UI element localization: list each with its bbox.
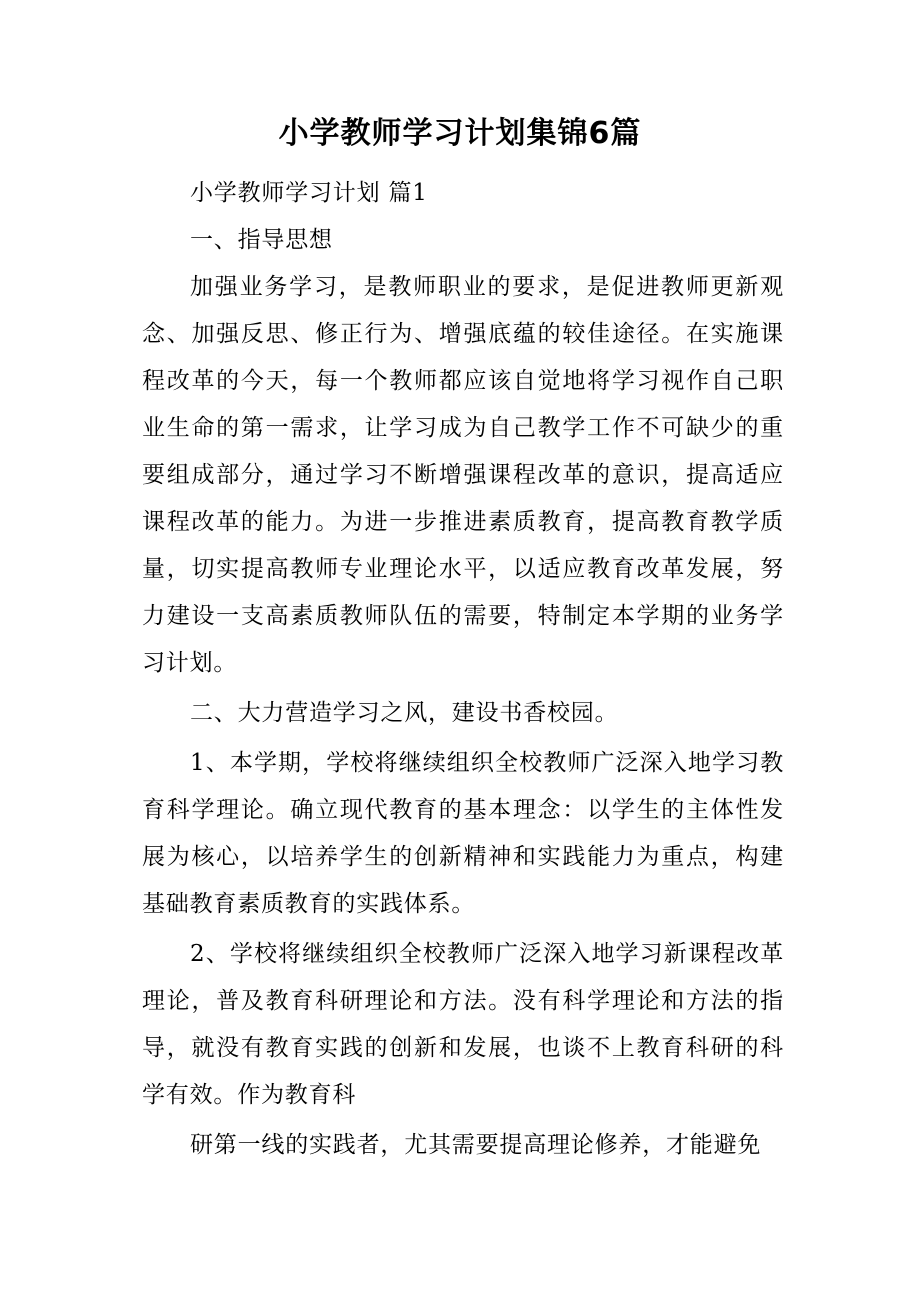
section-heading-learning-atmosphere: 二、大力营造学习之风，建设书香校园。 — [190, 700, 619, 726]
paragraph-guiding-thought: 加强业务学习，是教师职业的要求，是促进教师更新观念、加强反思、修正行为、增强底蕴的较佳途径。在实施课程改革的今天，每一个教师都应该自觉地将学习视作自己职业生命的第一需求，让学习成为自己教学工作不可缺少的重要组成部分，通过学习不断增强课程改革的意识，提高适应课程改革的能力。为进一步推进素质教育，提高教育教学质量，切实提高教师专业理论水平，以适应教育改革发展，努力建设一支高素质教师队伍的需要，特制定本学期的业务学习计划。 — [142, 274, 784, 676]
paragraph-item-2: 2、学校将继续组织全校教师广泛深入地学习新课程改革理论，普及教育科研理论和方法。没有科学理论和方法的指导，就没有教育实践的创新和发展，也谈不上教育科研的科学有效。作为教育科 — [142, 941, 784, 1108]
paragraph-continuation: 研第一线的实践者，尤其需要提高理论修养，才能避免 — [190, 1132, 762, 1158]
section-heading-article-1: 小学教师学习计划 篇1 — [190, 180, 428, 206]
paragraph-item-1: 1、本学期，学校将继续组织全校教师广泛深入地学习教育科学理论。确立现代教育的基本理念：以学生的主体性发展为核心，以培养学生的创新精神和实践能力为重点，构建基础教育素质教育的实践体系。 — [142, 750, 784, 917]
section-heading-guiding-thought: 一、指导思想 — [190, 227, 333, 253]
document-body — [142, 170, 784, 1169]
document-title: 小学教师学习计划集锦6篇 — [278, 116, 642, 151]
